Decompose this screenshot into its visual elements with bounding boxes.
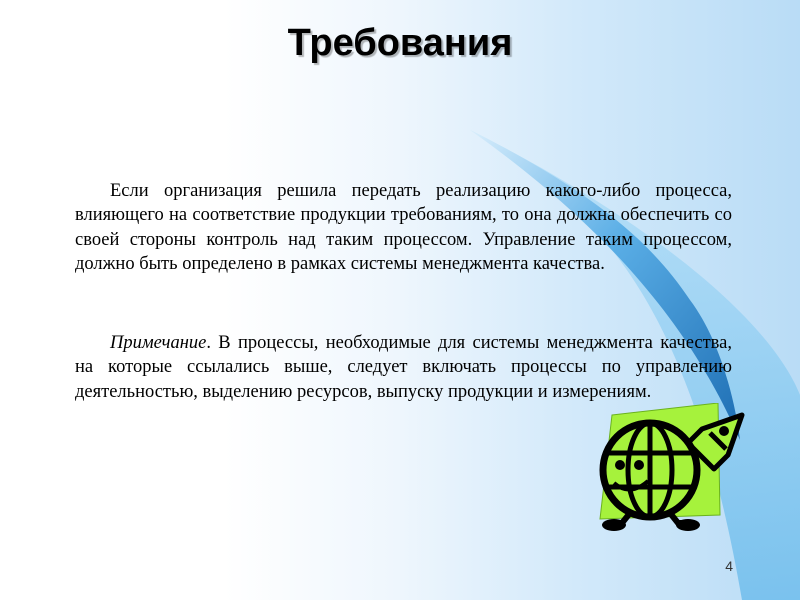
- note-text: . В процессы, необходимые для системы менеджмента качества, на которые ссылались выше, следует включать процессы по управлению деятельностью, выделению ресурсов, выпуску продукции и измерениям.: [75, 333, 732, 402]
- slide-title: Требования: [287, 22, 513, 64]
- note-label: Примечание: [110, 333, 207, 353]
- paragraph-note: [75, 331, 732, 404]
- slide-number: 4: [725, 558, 733, 574]
- paragraph-text: Если организация решила передать реализацию какого-либо процесса, влияющего на соответствие продукции требованиям, то она должна обеспечить со своей стороны контроль над таким процессом. Управление таким процессом, должно быть определено в рамках системы менеджмента качества.: [75, 181, 732, 274]
- globe-riding-rocket-icon: [592, 403, 757, 533]
- paragraph-outsourced-process: [75, 179, 732, 276]
